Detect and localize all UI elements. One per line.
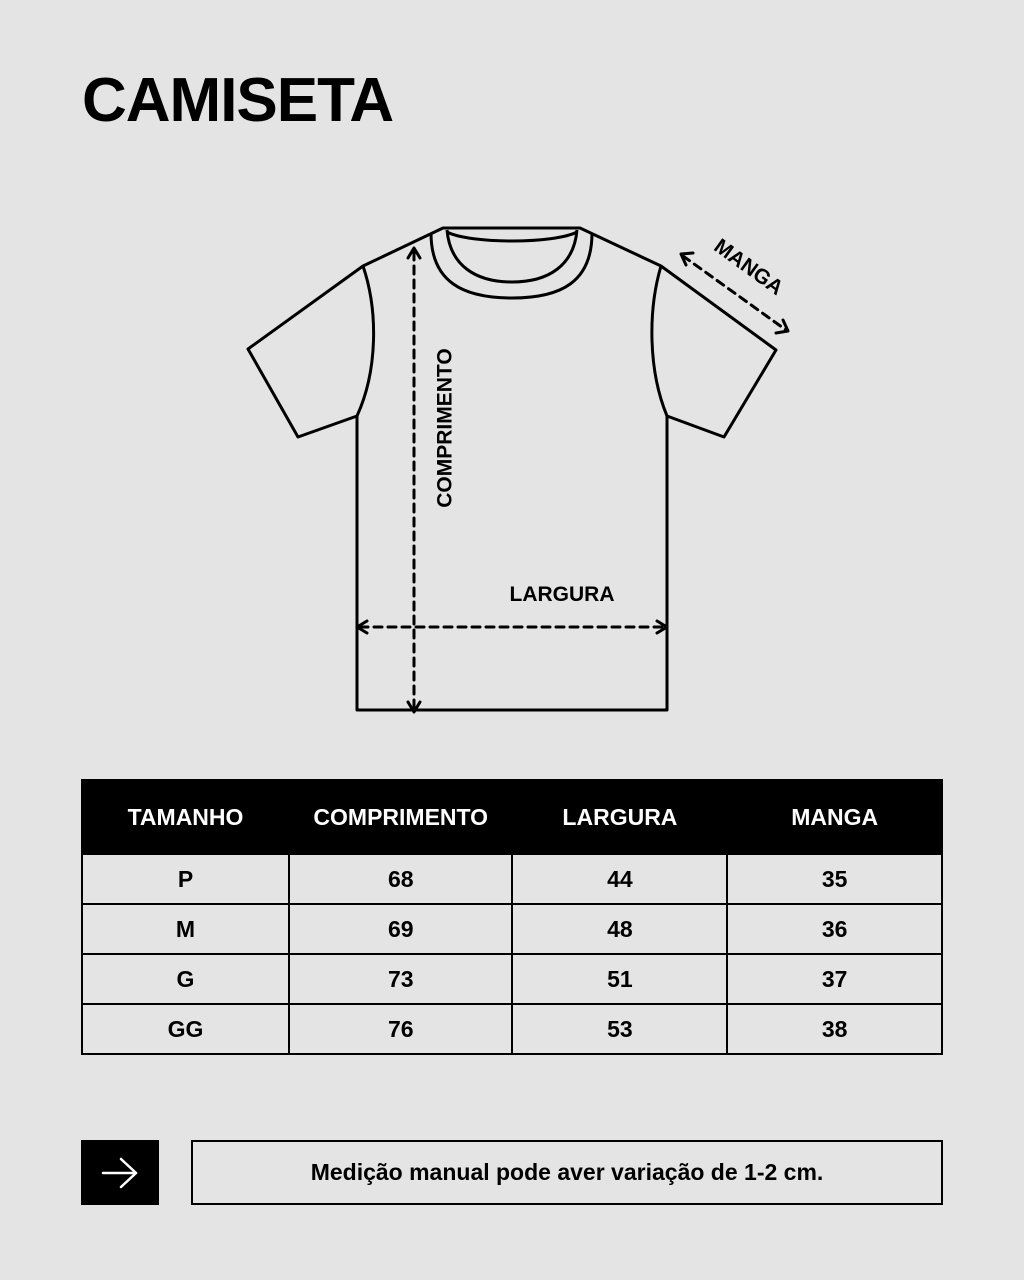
collar-back — [447, 232, 577, 241]
page-title: CAMISETA — [82, 66, 394, 135]
header-manga: MANGA — [727, 780, 942, 854]
cell-manga: 35 — [727, 854, 942, 904]
header-tamanho: TAMANHO — [82, 780, 289, 854]
collar-outer — [431, 233, 592, 298]
table-row — [82, 854, 942, 904]
header-largura: LARGURA — [512, 780, 727, 854]
size-table — [81, 779, 943, 1055]
cell-size: G — [82, 954, 289, 1004]
cell-largura: 44 — [512, 854, 727, 904]
cell-size: GG — [82, 1004, 289, 1054]
cell-size: P — [82, 854, 289, 904]
table-row — [82, 904, 942, 954]
cell-size: M — [82, 904, 289, 954]
cell-largura: 51 — [512, 954, 727, 1004]
cell-manga: 38 — [727, 1004, 942, 1054]
header-comprimento: COMPRIMENTO — [289, 780, 512, 854]
table-row — [82, 954, 942, 1004]
measurement-note-text: Medição manual pode aver variação de 1-2 cm. — [310, 1159, 824, 1185]
cell-largura: 48 — [512, 904, 727, 954]
cell-comprimento: 73 — [289, 954, 512, 1004]
largura-label: LARGURA — [509, 583, 615, 606]
right-armhole-seam — [652, 266, 667, 416]
cell-comprimento: 69 — [289, 904, 512, 954]
left-armhole-seam — [357, 266, 374, 416]
cell-comprimento: 76 — [289, 1004, 512, 1054]
cell-comprimento: 68 — [289, 854, 512, 904]
manga-label: MANGA — [709, 234, 788, 300]
arrow-right-icon — [81, 1140, 159, 1205]
table-row — [82, 1004, 942, 1054]
comprimento-label: COMPRIMENTO — [433, 348, 457, 508]
manga-arrowhead-bottom — [776, 320, 788, 333]
cell-largura: 53 — [512, 1004, 727, 1054]
table-header-row — [82, 780, 942, 854]
cell-manga: 36 — [727, 904, 942, 954]
tshirt-outline — [248, 228, 776, 710]
cell-manga: 37 — [727, 954, 942, 1004]
measurement-note — [191, 1140, 943, 1205]
